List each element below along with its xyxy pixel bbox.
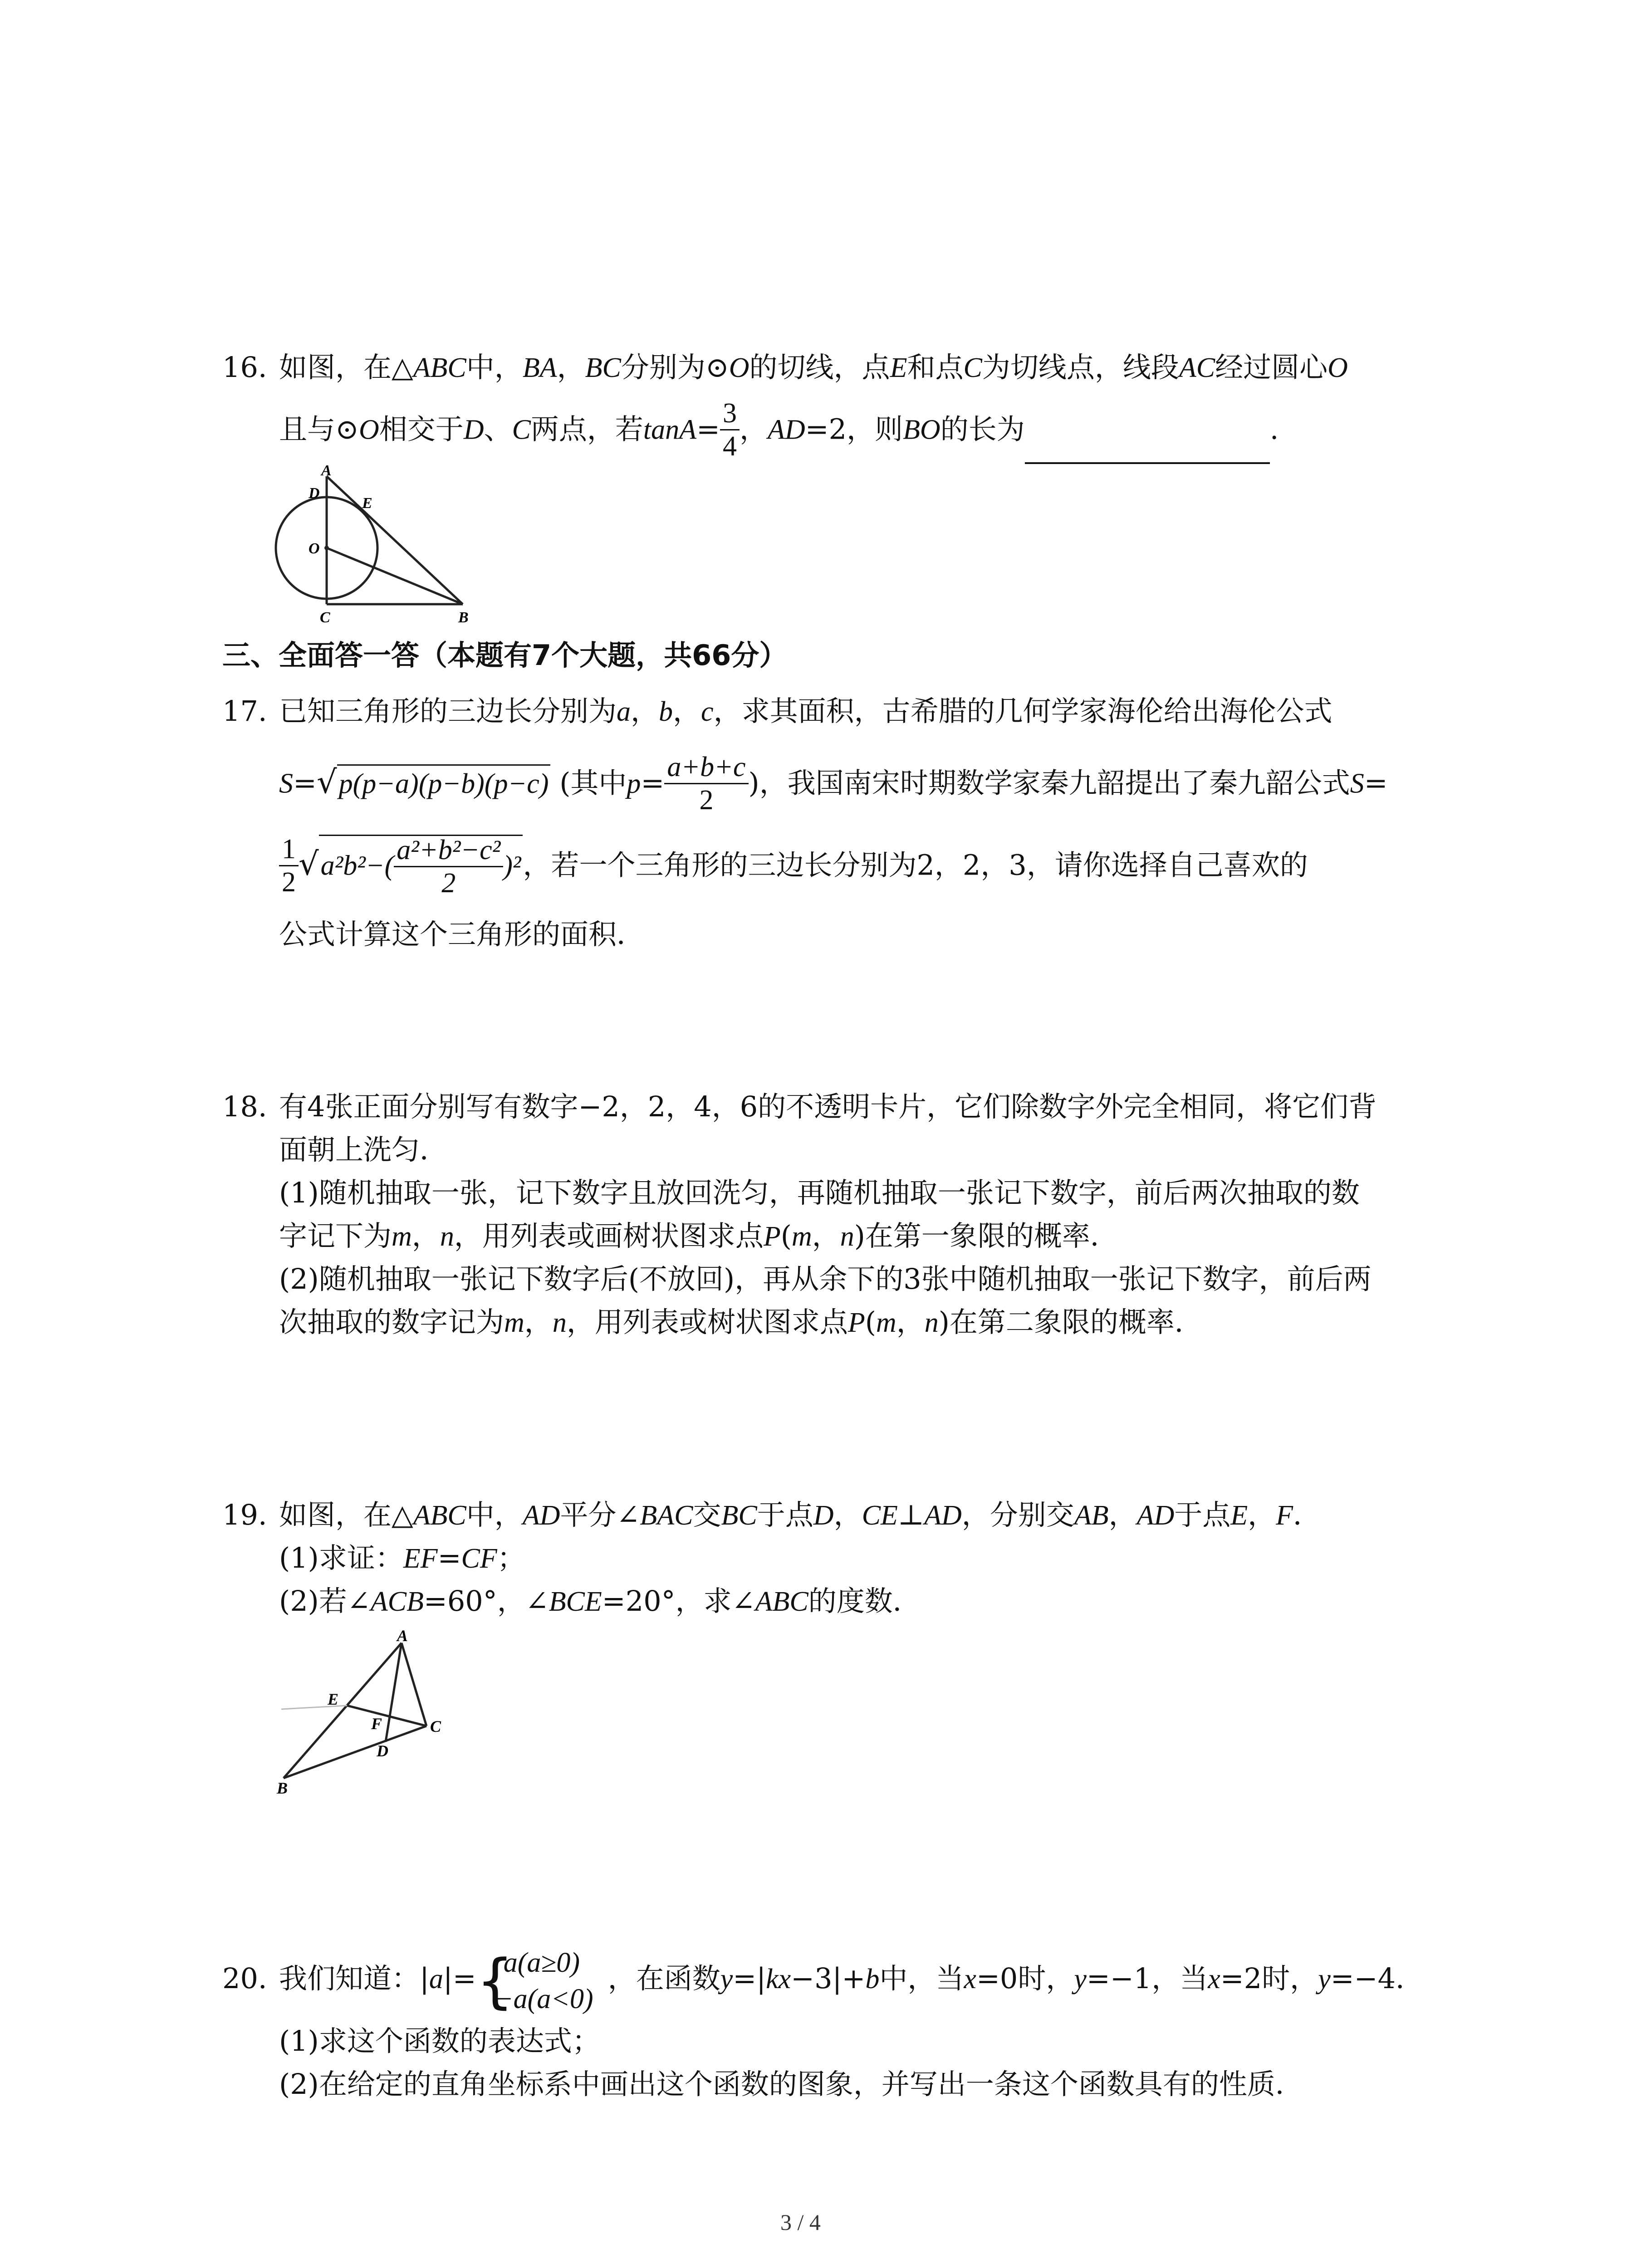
q19-line1: 19. 如图，在△ABC中，AD平分∠BAC交BC于点D，CE⊥AD，分别交AB，AD于点E，F． (222, 1497, 1321, 1534)
q20-line1: 20. 我们知道：|a|= { a(a≥0) −a(a<0) ，在函数y=|kx−3|+b中，当x=0时，y=−1，当x=2时，y=−4． (222, 1942, 1424, 2017)
point-label-f: F (371, 1715, 382, 1733)
page-number: 3 / 4 (780, 2209, 821, 2235)
sqrt-heron: √p(p−a)(p−b)(p−c) (317, 764, 551, 802)
q19-line2: (1)求证：EF=CF； (279, 1541, 525, 1574)
point-label-e: E (362, 495, 372, 512)
sqrt-qin-jiushao: √a²b²−( $\frac{\text{a²+b²−c²}}{2}$ )² (299, 835, 523, 901)
point-label-c: C (430, 1717, 441, 1735)
point-label-d: D (309, 485, 320, 502)
q16-line2: 且与⊙O相交于D、C两点，若tanA= $\frac{3}{4}$ ，AD=2，则BO的长为 . (279, 399, 1279, 464)
q16-figure (263, 463, 481, 626)
point-label-c: C (320, 609, 330, 626)
q17-line1: 17. 已知三角形的三边长分别为a，b，c，求其面积，古希腊的几何学家海伦给出海伦公式 (222, 693, 1332, 730)
fraction-cosine-term: $\frac{\text{a²+b²−c²}}{2}$ (394, 834, 503, 899)
question-number: 19. (222, 1498, 267, 1531)
answer-blank[interactable] (1025, 435, 1270, 464)
q19-line3: (2)若∠ACB=60°，∠BCE=20°，求∠ABC的度数． (279, 1584, 921, 1618)
fraction-semi-perimeter: $\frac{a+b+c}{2}$ (664, 751, 748, 816)
point-label-b: B (458, 609, 469, 626)
question-number: 18. (222, 1090, 267, 1123)
point-label-a: A (397, 1628, 408, 1645)
q17-line3: $\frac{1}{2}$ √a²b²−( $\frac{\text{a²+b²−c²}}{2}$ )²，若一个三角形的三边长分别为2，2，3，请你选择自己喜欢的 (279, 835, 1308, 901)
section-heading: 三、全面答一答（本题有7个大题，共66分） (222, 639, 788, 672)
q18-line6: 次抽取的数字记为m，n，用列表或树状图求点P(m，n)在第二象限的概率． (279, 1305, 1203, 1339)
fraction-three-quarters: $\frac{3}{4}$ (720, 397, 740, 462)
q18-line5: (2)随机抽取一张记下数字后(不放回)，再从余下的3张中随机抽取一张记下数字，前后两 (279, 1262, 1372, 1295)
fraction-one-half: $\frac{1}{2}$ (279, 833, 299, 898)
q18-line3: (1)随机抽取一张，记下数字且放回洗匀，再随机抽取一张记下数字，前后两次抽取的数 (279, 1176, 1360, 1209)
point-label-d: D (377, 1742, 388, 1760)
q17-line4: 公式计算这个三角形的面积． (279, 918, 645, 951)
point-label-e: E (328, 1690, 339, 1708)
q18-line1: 18. 有4张正面分别写有数字−2，2，4，6的不透明卡片，它们除数字外完全相同，将它们背 (222, 1089, 1376, 1125)
question-number: 16. (222, 351, 267, 384)
q20-line3: (2)在给定的直角坐标系中画出这个函数的图象，并写出一条这个函数具有的性质． (279, 2068, 1303, 2101)
question-number: 17. (222, 694, 267, 728)
q16-line1: 16. 如图，在△ABC中，BA，BC分别为⊙O的切线，点E和点C为切线点，线段AC经过圆心O (222, 349, 1348, 386)
q17-line2: S=√p(p−a)(p−b)(p−c) (其中p= $\frac{a+b+c}{2}$ )，我国南宋时期数学家秦九韶提出了秦九韶公式S= (279, 752, 1388, 816)
question-number: 20. (222, 1962, 267, 1995)
piecewise-definition: { a(a≥0) −a(a<0) (476, 1946, 593, 2015)
q18-line4: 字记下为m，n，用列表或画树状图求点P(m，n)在第一象限的概率． (279, 1219, 1118, 1252)
point-label-b: B (277, 1779, 288, 1796)
q18-line2: 面朝上洗匀． (279, 1133, 448, 1166)
q19-figure (268, 1628, 476, 1796)
q20-line2: (1)求这个函数的表达式； (279, 2024, 600, 2058)
point-label-o: O (309, 540, 320, 557)
point-label-a: A (321, 463, 332, 479)
